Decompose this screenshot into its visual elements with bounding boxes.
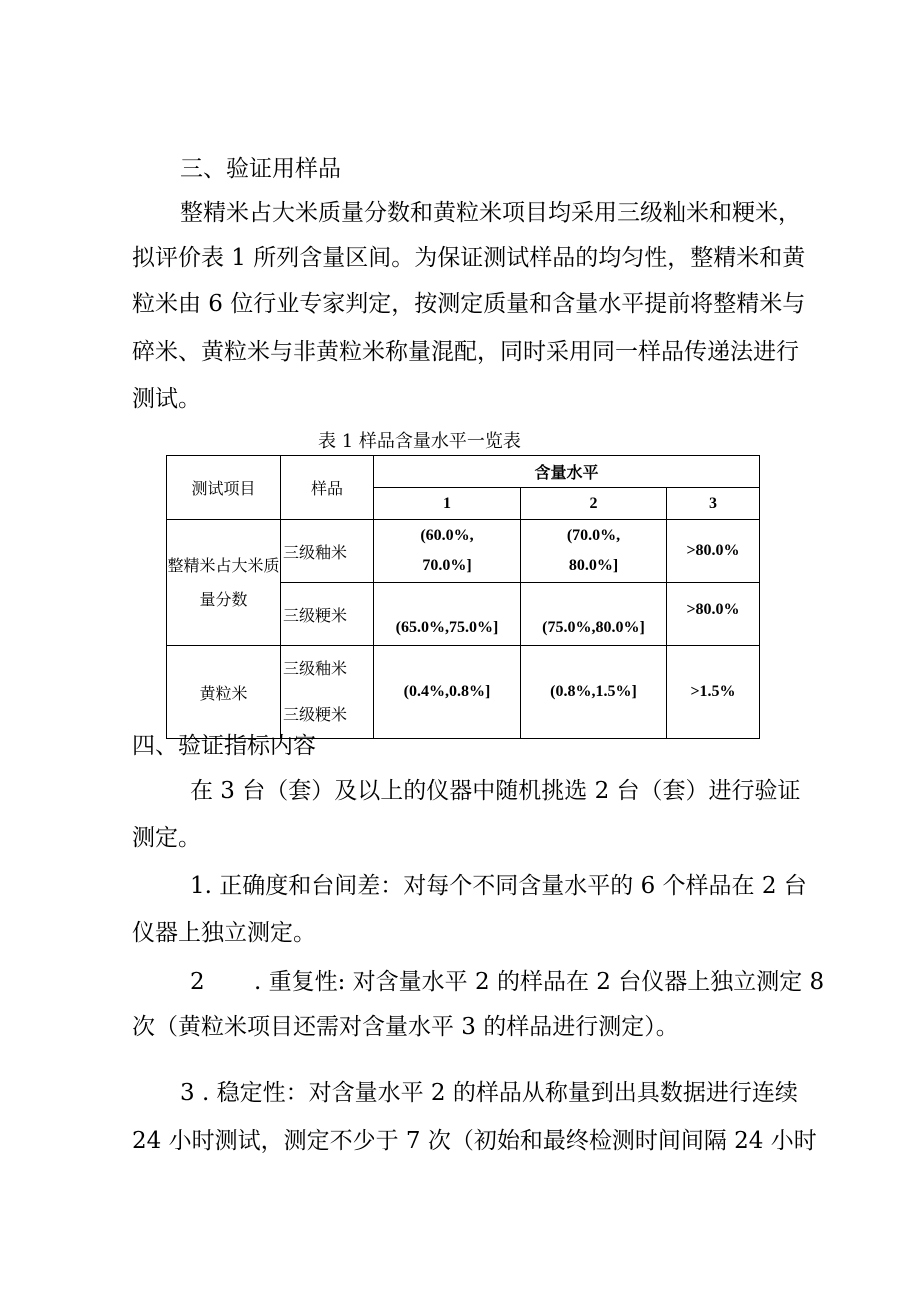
row1-item: 整精米占大米质量分数: [167, 520, 281, 646]
item1-line-1: 1. 正确度和台间差：对每个不同含量水平的 6 个样品在 2 台: [190, 873, 807, 899]
row1-a-level1-top: (60.0%,: [420, 527, 474, 544]
section4-intro-line-2: 测定。: [132, 825, 201, 851]
table-caption: 表 1 样品含量水平一览表: [318, 431, 521, 452]
row2-level3: >1.5%: [667, 646, 760, 739]
row2-level1: (0.4%,0.8%]: [374, 646, 521, 739]
row1-b-level1: (65.0%,75.0%]: [374, 583, 521, 646]
header-level: 含量水平: [374, 456, 760, 488]
section4-intro-line-1: 在 3 台（套）及以上的仪器中随机挑选 2 台（套）进行验证: [190, 778, 801, 804]
header-level-3: 3: [667, 488, 760, 520]
section3-line-5: 测试。: [132, 386, 201, 412]
row1-a-level2: [521, 520, 667, 583]
row1-a-level2-top: (70.0%,: [566, 527, 621, 544]
header-level-1: 1: [374, 488, 521, 520]
table-header-row: [167, 456, 760, 488]
row2-sample-a: 三级釉米: [283, 659, 348, 678]
header-item: 测试项目: [167, 456, 281, 520]
section3-line-2: 拟评价表 1 所列含量区间。为保证测试样品的均匀性，整精米和黄: [132, 245, 806, 271]
table-row: [167, 646, 760, 739]
item2-line-2: 次（黄粒米项目还需对含量水平 3 的样品进行测定）。: [132, 1014, 679, 1040]
item2-line-1: . 重复性: 对含量水平 2 的样品在 2 台仪器上独立测定 8: [254, 969, 825, 995]
row1-b-level2: (75.0%,80.0%]: [521, 583, 667, 646]
section3-line-3: 粒米由 6 位行业专家判定，按测定质量和含量水平提前将整精米与: [132, 291, 806, 317]
item3-line-2: 24 小时测试，测定不少于 7 次（初始和最终检测时间间隔 24 小时: [132, 1128, 817, 1154]
section3-line-4: 碎米、黄粒米与非黄粒米称量混配，同时采用同一样品传递法进行: [132, 339, 799, 365]
section4-heading: 四、验证指标内容: [132, 733, 316, 759]
item3-line-1: 3 . 稳定性：对含量水平 2 的样品从称量到出具数据进行连续: [180, 1080, 798, 1106]
sample-level-table: [166, 455, 760, 739]
header-level-2: 2: [521, 488, 667, 520]
row1-a-level2-bottom: 80.0%]: [568, 557, 619, 574]
table-row: [167, 520, 760, 583]
row2-samples: [281, 646, 374, 739]
row1-sample-b: 三级粳米: [281, 583, 374, 646]
row2-sample-b: 三级粳米: [283, 705, 348, 724]
item1-line-2: 仪器上独立测定。: [132, 920, 316, 946]
row1-a-level1: [374, 520, 521, 583]
row1-a-level3: >80.0%: [667, 520, 760, 583]
section3-line-1: 整精米占大米质量分数和黄粒米项目均采用三级籼米和粳米，: [180, 200, 801, 226]
section3-heading: 三、验证用样品: [180, 156, 341, 182]
item2-number: 2: [190, 969, 205, 995]
row1-a-level1-bottom: 70.0%]: [422, 557, 472, 574]
row1-b-level3: >80.0%: [667, 583, 760, 646]
header-sample: 样品: [281, 456, 374, 520]
row1-sample-a: 三级釉米: [281, 520, 374, 583]
row2-item: 黄粒米: [167, 646, 281, 739]
row2-level2: (0.8%,1.5%]: [521, 646, 667, 739]
